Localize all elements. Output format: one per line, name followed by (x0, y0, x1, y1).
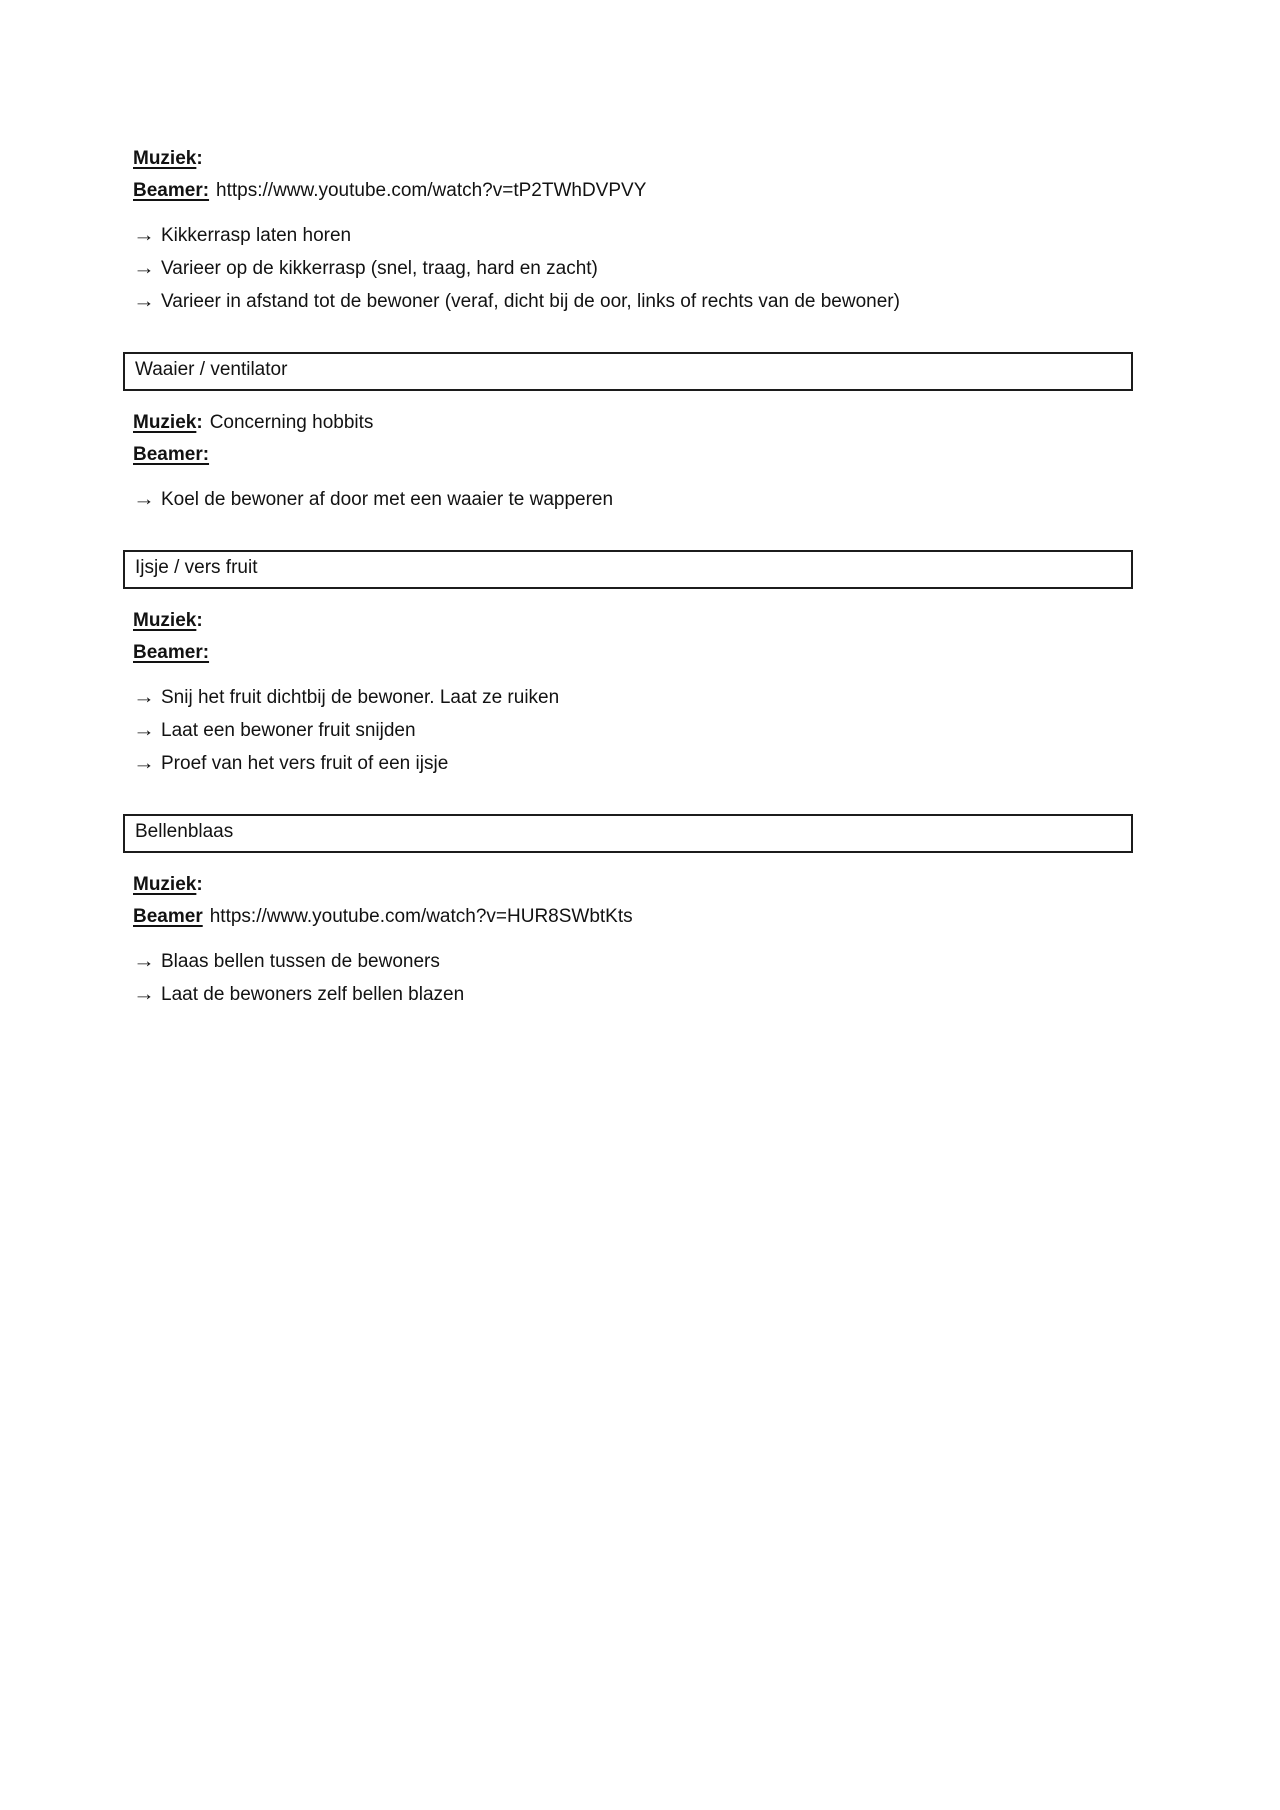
muziek-value: Concerning hobbits (209, 412, 374, 433)
bullet-text: Snij het fruit dichtbij de bewoner. Laat ze ruiken (161, 687, 560, 708)
muziek-label: Muziek (133, 412, 197, 433)
section-header-text: Bellenblaas (135, 821, 234, 842)
muziek-line (133, 407, 1133, 439)
bullet-item (133, 945, 1133, 978)
arrow-bullet-icon: → (133, 258, 155, 279)
bullet-item (133, 978, 1133, 1011)
bullet-item (133, 714, 1133, 747)
bullet-list (133, 219, 1133, 318)
section-waaier-ventilator (133, 407, 1133, 516)
arrow-bullet-icon: → (133, 720, 155, 741)
section-header-box-bellenblaas (123, 814, 1133, 853)
bullet-text: Varieer in afstand tot de bewoner (veraf, dicht bij de oor, links of rechts van de bewoner) (161, 291, 900, 312)
beamer-label: Beamer: (133, 180, 210, 201)
arrow-bullet-icon: → (133, 951, 155, 972)
beamer-url: https://www.youtube.com/watch?v=tP2TWhDVPVY (216, 180, 647, 201)
muziek-colon: : (196, 412, 203, 433)
arrow-bullet-icon: → (133, 489, 155, 510)
section-bellenblaas (133, 869, 1133, 1011)
arrow-bullet-icon: → (133, 291, 155, 312)
muziek-line (133, 869, 1133, 901)
beamer-line (133, 901, 1133, 933)
muziek-label: Muziek (133, 610, 197, 631)
bullet-item (133, 747, 1133, 780)
bullet-list (133, 483, 1133, 516)
beamer-url: https://www.youtube.com/watch?v=HUR8SWbtKts (209, 906, 633, 927)
arrow-bullet-icon: → (133, 984, 155, 1005)
bullet-text: Blaas bellen tussen de bewoners (161, 951, 440, 972)
bullet-list (133, 945, 1133, 1011)
arrow-bullet-icon: → (133, 687, 155, 708)
muziek-colon: : (196, 874, 203, 895)
bullet-item (133, 219, 1133, 252)
beamer-label: Beamer: (133, 444, 210, 465)
bullet-item (133, 681, 1133, 714)
section-header-box-ijsje-vers-fruit (123, 550, 1133, 589)
muziek-colon: : (196, 610, 203, 631)
section-header-box-waaier-ventilator (123, 352, 1133, 391)
section-kikkerrasp (133, 143, 1133, 318)
bullet-text: Varieer op de kikkerrasp (snel, traag, hard en zacht) (161, 258, 598, 279)
beamer-line (133, 175, 1133, 207)
arrow-bullet-icon: → (133, 225, 155, 246)
bullet-text: Kikkerrasp laten horen (161, 225, 352, 246)
section-header-text: Waaier / ventilator (135, 359, 288, 380)
bullet-item (133, 252, 1133, 285)
bullet-text: Laat een bewoner fruit snijden (161, 720, 416, 741)
beamer-label: Beamer (133, 906, 203, 927)
section-ijsje-vers-fruit (133, 605, 1133, 780)
arrow-bullet-icon: → (133, 753, 155, 774)
bullet-text: Koel de bewoner af door met een waaier te wapperen (161, 489, 614, 510)
beamer-label: Beamer: (133, 642, 210, 663)
bullet-item (133, 483, 1133, 516)
muziek-line (133, 605, 1133, 637)
bullet-text: Laat de bewoners zelf bellen blazen (161, 984, 465, 1005)
section-header-text: Ijsje / vers fruit (135, 557, 258, 578)
muziek-colon: : (196, 148, 203, 169)
bullet-item (133, 285, 1133, 318)
muziek-label: Muziek (133, 148, 197, 169)
bullet-list (133, 681, 1133, 780)
beamer-line (133, 439, 1133, 471)
muziek-line (133, 143, 1133, 175)
bullet-text: Proef van het vers fruit of een ijsje (161, 753, 449, 774)
muziek-label: Muziek (133, 874, 197, 895)
beamer-line (133, 637, 1133, 669)
